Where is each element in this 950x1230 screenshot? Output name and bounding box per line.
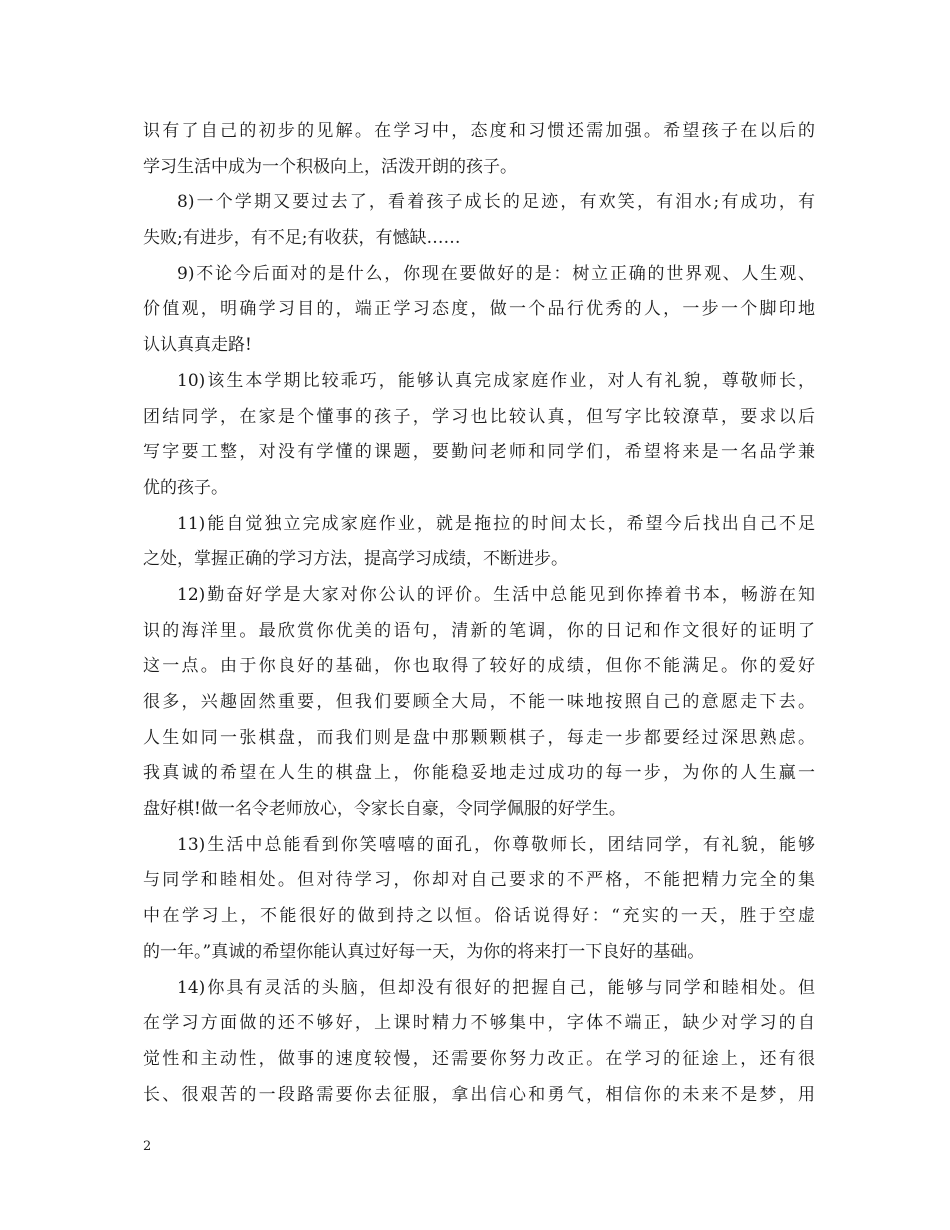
text-line: 在学习方面做的还不够好，上课时精力不够集中，字体不端正，缺少对学习的自 (143, 1013, 815, 1034)
paragraph (143, 257, 815, 364)
paragraph (143, 364, 815, 507)
text-line: 这一点。由于你良好的基础，你也取得了较好的成绩，但你不能满足。你的爱好 (143, 656, 815, 677)
text-line: 的一年。”真诚的希望你能认真过好每一天，为你的将来打一下良好的基础。 (143, 941, 705, 962)
page-number: 2 (143, 1139, 152, 1154)
paragraph (143, 578, 815, 828)
text-line: 11)能自觉独立完成家庭作业，就是拖拉的时间太长，希望今后找出自己不足 (177, 513, 815, 534)
text-line: 我真诚的希望在人生的棋盘上，你能稳妥地走过成功的每一步，为你的人生赢一 (143, 763, 815, 784)
text-line: 12)勤奋好学是大家对你公认的评价。生活中总能见到你捧着书本，畅游在知 (177, 584, 815, 605)
text-line: 认认真真走路! (143, 335, 252, 356)
text-line: 团结同学，在家是个懂事的孩子，学习也比较认真，但写字比较潦草，要求以后 (143, 406, 815, 427)
paragraph (143, 114, 815, 185)
text-line: 盘好棋!做一名令老师放心，令家长自豪，令同学佩服的好学生。 (143, 799, 626, 820)
text-line: 与同学和睦相处。但对待学习，你却对自己要求的不严格，不能把精力完全的集 (143, 870, 815, 891)
text-line: 写字要工整，对没有学懂的课题，要勤问老师和同学们，希望将来是一名品学兼 (143, 442, 815, 463)
text-line: 识有了自己的初步的见解。在学习中，态度和习惯还需加强。希望孩子在以后的 (143, 121, 815, 141)
text-line: 优的孩子。 (143, 477, 228, 498)
text-line: 之处，掌握正确的学习方法，提高学习成绩，不断进步。 (143, 549, 568, 570)
text-line: 很多，兴趣固然重要，但我们要顾全大局，不能一味地按照自己的意愿走下去。 (143, 692, 815, 712)
text-line: 觉性和主动性，做事的速度较慢，还需要你努力改正。在学习的征途上，还有很 (143, 1048, 815, 1069)
document-body (143, 114, 815, 1113)
text-line: 价值观，明确学习目的，端正学习态度，做一个品行优秀的人，一步一个脚印地 (143, 299, 815, 320)
paragraph (143, 971, 815, 1114)
text-line: 10)该生本学期比较乖巧，能够认真完成家庭作业，对人有礼貌，尊敬师长， (177, 370, 815, 391)
text-line: 14)你具有灵活的头脑，但却没有很好的把握自己，能够与同学和睦相处。但 (177, 977, 815, 998)
text-line: 失败;有进步，有不足;有收获，有憾缺…… (143, 228, 461, 249)
text-line: 中在学习上，不能很好的做到持之以恒。俗话说得好：“充实的一天，胜于空虚 (143, 906, 815, 927)
paragraph (143, 507, 815, 578)
text-line: 9)不论今后面对的是什么，你现在要做好的是：树立正确的世界观、人生观、 (177, 263, 815, 284)
paragraph (143, 828, 815, 971)
text-line: 识的海洋里。最欣赏你优美的语句，清新的笔调，你的日记和作文很好的证明了 (143, 620, 815, 641)
text-line: 13)生活中总能看到你笑嘻嘻的面孔，你尊敬师长，团结同学，有礼貌，能够 (177, 834, 815, 855)
text-line: 人生如同一张棋盘，而我们则是盘中那颗颗棋子，每走一步都要经过深思熟虑。 (143, 727, 815, 748)
text-line: 学习生活中成为一个积极向上，活泼开朗的孩子。 (143, 156, 517, 177)
text-line: 8)一个学期又要过去了，看着孩子成长的足迹，有欢笑，有泪水;有成功，有 (177, 192, 815, 213)
paragraph (143, 185, 815, 256)
text-line: 长、很艰苦的一段路需要你去征服，拿出信心和勇气，相信你的未来不是梦，用 (143, 1084, 815, 1105)
